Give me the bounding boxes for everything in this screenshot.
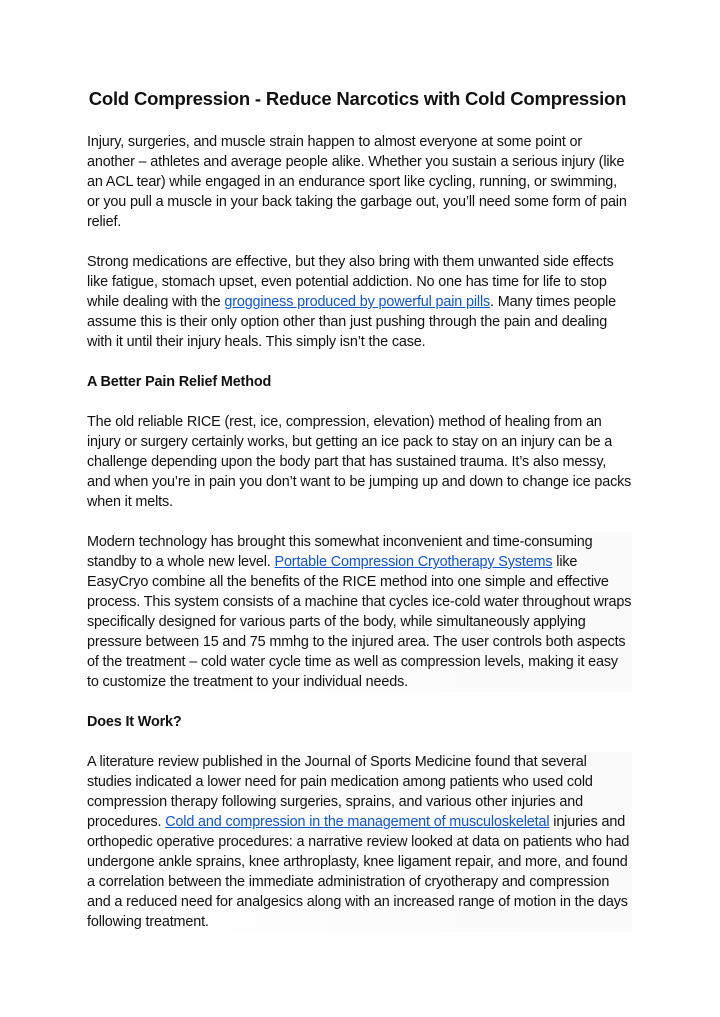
paragraph-gap — [87, 512, 632, 532]
paragraph-text: . Many times people assume this is their only option other than just pushing through the pain and dealing with it until their injury heals. This simply isn’t the case. — [87, 294, 616, 350]
paragraph-gap — [87, 392, 632, 412]
section-heading-pain-relief: A Better Pain Relief Method — [87, 374, 272, 390]
paragraph-gap — [87, 232, 632, 252]
paragraph-rice: The old reliable RICE (rest, ice, compression, elevation) method of healing from an injury or surgery certainly works, but getting an ice pack to stay on an injury can be a challenge depending upon the body part that has sustained trauma. It’s also messy, and when you’re in pain you don’t want to be jumping up and down to change ice packs when it melts. — [87, 414, 632, 510]
document-page — [87, 86, 632, 932]
paragraph-gap — [87, 352, 632, 372]
page-title: Cold Compression - Reduce Narcotics with Cold Compression — [88, 88, 627, 109]
paragraph-gap — [87, 692, 632, 712]
paragraph-gap — [87, 732, 632, 752]
paragraph-medications — [87, 252, 632, 352]
paragraph-text: injuries and orthopedic operative procedures: a narrative review looked at data on patients who had undergone ankle sprains, knee arthroplasty, knee ligament repair, and more, and found a correlation between the immediate administration of cryotherapy and compression and a reduced need for analgesics along with an increased range of motion in the days following treatment. — [87, 814, 630, 930]
link-cryotherapy-systems[interactable]: Portable Compression Cryotherapy Systems — [274, 554, 553, 570]
link-grogginess[interactable]: grogginess produced by powerful pain pills — [224, 294, 491, 310]
paragraph-text: Modern technology has brought this somewhat inconvenient and time-consuming standby to a whole new level. — [87, 534, 593, 570]
paragraph-modern-technology — [87, 532, 632, 692]
paragraph-intro: Injury, surgeries, and muscle strain happen to almost everyone at some point or another – athletes and average people alike. Whether you sustain a serious injury (like an ACL tear) while engaged in an endurance sport like cycling, running, or swimming, or you pull a muscle in your back taking the garbage out, you’ll need some form of pain relief. — [87, 134, 627, 230]
section-heading-does-it-work: Does It Work? — [87, 714, 182, 730]
paragraph-text: A literature review published in the Journal of Sports Medicine found that several studies indicated a lower need for pain medication among patients who used cold compression therapy following surgeries, sprains, and various other injuries and procedures. — [87, 754, 593, 830]
paragraph-literature-review — [87, 752, 632, 932]
link-cold-compression-review[interactable]: Cold and compression in the management of musculoskeletal — [165, 814, 550, 830]
paragraph-text: Strong medications are effective, but they also bring with them unwanted side effects like fatigue, stomach upset, even potential addiction. No one has time for life to stop while dealing with the — [87, 254, 614, 310]
paragraph-text: like EasyCryo combine all the benefits of the RICE method into one simple and effective process. This system consists of a machine that cycles ice-cold water throughout wraps specifically designed for various parts of the body, while simultaneously applying pressure between 15 and 75 mmhg to the injured area. The user controls both aspects of the treatment – cold water cycle time as well as compression levels, making it easy to customize the treatment to your individual needs. — [87, 554, 632, 690]
